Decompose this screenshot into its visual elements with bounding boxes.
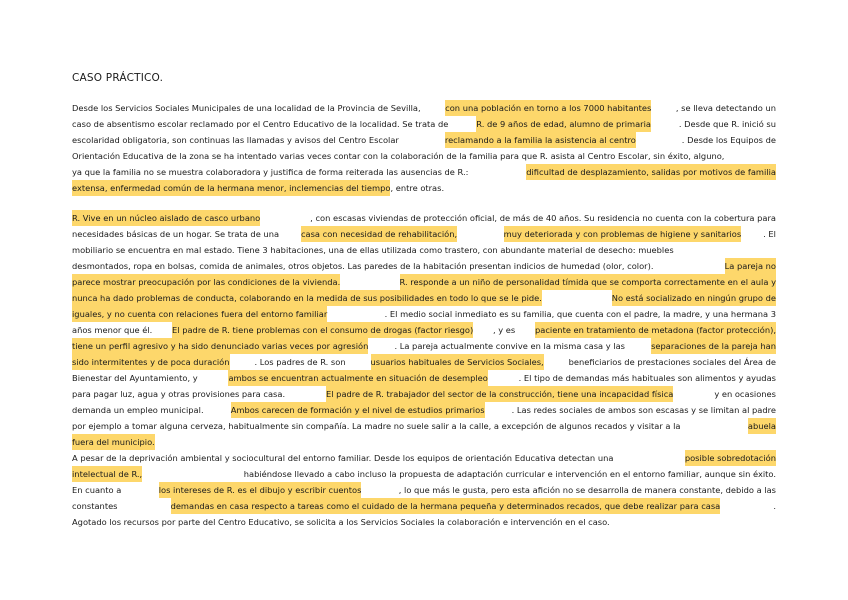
text-line: [72, 386, 776, 402]
body-text: Bienestar del Ayuntamiento, y: [72, 373, 198, 383]
highlighted-text: con una población en torno a los 7000 habitantes: [445, 100, 651, 116]
text-line: [72, 354, 776, 370]
body-text: caso de absentismo escolar reclamado por el Centro Educativo de la localidad. Se trata de: [72, 119, 449, 129]
text-line: [72, 242, 776, 258]
highlighted-text: casa con necesidad de rehabilitación,: [301, 226, 457, 242]
paragraph-case-summary: [72, 100, 776, 196]
highlighted-text: Ambos carecen de formación y el nivel de estudios primarios: [231, 402, 485, 418]
text-line: [72, 434, 776, 450]
highlighted-text: extensa, enfermedad común de la hermana menor, inclemencias del tiempo: [72, 180, 390, 196]
highlighted-text: abuela: [748, 418, 776, 434]
body-text: necesidades básicas de un hogar. Se trata de una: [72, 229, 280, 239]
text-line: [72, 290, 776, 306]
highlighted-text: los intereses de R. es el dibujo y escribir cuentos: [159, 482, 362, 498]
body-text: . El tipo de demandas más habituales son alimentos y ayudas: [518, 373, 776, 383]
highlighted-text: separaciones de la pareja han: [651, 338, 776, 354]
body-text: escolaridad obligatoria, son continuas las llamadas y avisos del Centro Escolar: [72, 135, 399, 145]
highlighted-text: R. de 9 años de edad, alumno de primaria: [476, 116, 651, 132]
body-text: , lo que más le gusta, pero esta afición no se desarrolla de manera constante, debido a las: [398, 485, 776, 495]
text-line: [72, 258, 776, 274]
text-line: [72, 274, 776, 290]
body-text: demanda un empleo municipal.: [72, 405, 204, 415]
highlighted-text: demandas en casa respecto a tareas como el cuidado de la hermana pequeña y determinados recados, que debe realizar para casa: [171, 498, 721, 514]
highlighted-text: nunca ha dado problemas de conducta, colaborando en la medida de sus posibilidades en todo lo que se le pide.: [72, 290, 542, 306]
body-text: mobiliario se encuentra en mal estado. Tiene 3 habitaciones, una de ellas utilizada como trastero, con abundante material de desecho: muebles: [72, 245, 674, 255]
highlighted-text: ambos se encuentran actualmente en situación de desempleo: [228, 370, 487, 386]
body-text: . El: [763, 229, 776, 239]
highlighted-text: reclamando a la familia la asistencia al centro: [445, 132, 636, 148]
body-text: . Los padres de R. son: [254, 357, 346, 367]
highlighted-text: iguales, y no cuenta con relaciones fuera del entorno familiar: [72, 306, 327, 322]
body-text: habiéndose llevado a cabo incluso la propuesta de adaptación curricular e intervención en el entorno familiar, aunque sin éxito.: [241, 469, 776, 479]
body-text: años menor que él.: [72, 325, 153, 335]
text-line: [72, 306, 776, 322]
body-text: Orientación Educativa de la zona se ha intentado varias veces contar con la colaboración de la familia para que R. asista al Centro Escolar, sin éxito, alguno,: [72, 151, 725, 161]
highlighted-text: fuera del municipio.: [72, 434, 155, 450]
body-text: , entre otras.: [390, 183, 445, 193]
text-line: [72, 226, 776, 242]
text-line: [72, 514, 776, 530]
highlighted-text: dificultad de desplazamiento, salidas por motivos de familia: [526, 164, 776, 180]
text-line: [72, 402, 776, 418]
highlighted-text: R. responde a un niño de personalidad tímida que se comporta correctamente en el aula y: [400, 274, 776, 290]
highlighted-text: intelectual de R.,: [72, 466, 142, 482]
text-line: [72, 418, 776, 434]
text-line: [72, 498, 776, 514]
text-line: [72, 210, 776, 226]
highlighted-text: La pareja no: [725, 258, 776, 274]
highlighted-text: parece mostrar preocupación por las condiciones de la vivienda.: [72, 274, 340, 290]
body-text: , se lleva detectando un: [675, 103, 776, 113]
body-text: Desde los Servicios Sociales Municipales de una localidad de la Provincia de Sevilla,: [72, 103, 421, 113]
body-text: . Las redes sociales de ambos son escasas y se limitan al padre: [511, 405, 776, 415]
highlighted-text: usuarios habituales de Servicios Sociales,: [371, 354, 544, 370]
body-text: para pagar luz, agua y otras provisiones para casa.: [72, 389, 286, 399]
text-line: [72, 370, 776, 386]
highlighted-text: posible sobredotación: [685, 450, 776, 466]
body-text: En cuanto a: [72, 485, 122, 495]
highlighted-text: sido intermitentes y de poca duración: [72, 354, 230, 370]
highlighted-text: No está socializado en ningún grupo de: [612, 290, 776, 306]
text-line: [72, 482, 776, 498]
highlighted-text: paciente en tratamiento de metadona (factor protección),: [535, 322, 776, 338]
body-text: Agotado los recursos por parte del Centro Educativo, se solicita a los Servicios Sociales la colaboración e intervención en el caso.: [72, 517, 610, 527]
text-line: [72, 180, 776, 196]
text-line: [72, 148, 776, 164]
body-text: A pesar de la deprivación ambiental y sociocultural del entorno familiar. Desde los equipos de orientación Educativa detectan una: [72, 453, 614, 463]
text-line: [72, 338, 776, 354]
body-text: ya que la familia no se muestra colaboradora y justifica de forma reiterada las ausencias de R.:: [72, 167, 469, 177]
paragraph-family-context: [72, 210, 776, 530]
body-text: [479, 226, 482, 242]
body-text: beneficiarios de prestaciones sociales del Área de: [568, 357, 776, 367]
body-text: por ejemplo a tomar alguna cerveza, habitualmente sin compañía. La madre no suele salir a la calle, a excepción de algunos recados y visitar a la: [72, 421, 681, 431]
body-text: y en ocasiones: [714, 389, 776, 399]
body-text: constantes: [72, 501, 118, 511]
text-line: [72, 322, 776, 338]
body-text: . El medio social inmediato es su familia, que cuenta con el padre, la madre, y una hermana 3: [384, 309, 776, 319]
text-line: [72, 132, 776, 148]
body-text: [576, 290, 579, 306]
highlighted-text: El padre de R. trabajador del sector de la construcción, tiene una incapacidad física: [326, 386, 673, 402]
body-text: . Desde que R. inició su: [678, 119, 776, 129]
body-text: . Desde los Equipos de: [681, 135, 776, 145]
text-line: [72, 450, 776, 466]
text-line: [72, 164, 776, 180]
body-text: desmontados, ropa en bolsas, comida de animales, otros objetos. Las paredes de la habitación presentan indicios de humedad (olor, color).: [72, 261, 654, 271]
document-title: CASO PRÁCTICO.: [72, 72, 164, 84]
text-line: [72, 116, 776, 132]
body-text: [369, 274, 372, 290]
text-line: [72, 466, 776, 482]
text-line: [72, 100, 776, 116]
highlighted-text: tiene un perfil agresivo y ha sido denunciado varias veces por agresión: [72, 338, 368, 354]
highlighted-text: muy deteriorada y con problemas de higiene y sanitarios: [504, 226, 742, 242]
body-text: , y es: [492, 325, 516, 335]
body-text: .: [773, 501, 776, 511]
highlighted-text: El padre de R. tiene problemas con el consumo de drogas (factor riesgo): [172, 322, 473, 338]
highlighted-text: R. Vive en un núcleo aislado de casco urbano: [72, 210, 260, 226]
body-text: , con escasas viviendas de protección oficial, de más de 40 años. Su residencia no cuenta con la cobertura para: [310, 213, 776, 223]
body-text: . La pareja actualmente convive en la misma casa y las: [394, 341, 626, 351]
